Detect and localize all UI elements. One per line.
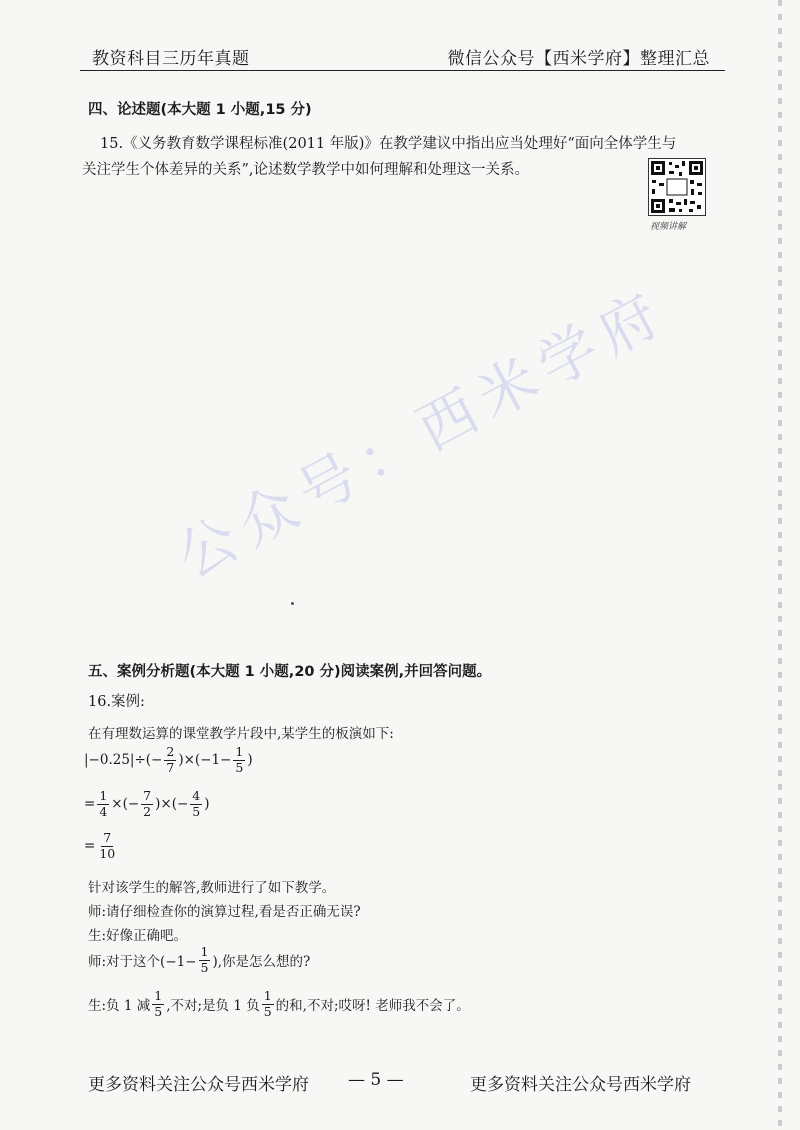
- denominator: 5: [192, 803, 201, 819]
- denominator: 5: [263, 1003, 272, 1019]
- denominator: 2: [143, 803, 152, 819]
- dialog-student-1: 生:好像正确吧。: [88, 928, 188, 944]
- denominator: 4: [99, 803, 108, 819]
- numerator: 7: [143, 788, 152, 803]
- line2-fraction-2: [141, 790, 153, 818]
- line1-part-b: )×(−1−: [178, 752, 232, 768]
- header-left-title: 教资科目三历年真题: [92, 49, 250, 69]
- numerator: 1: [200, 944, 209, 959]
- denominator: 10: [99, 845, 116, 861]
- footer-right: 更多资料关注公众号西米学府: [470, 1075, 691, 1095]
- line2-equals: =: [84, 796, 96, 812]
- footer-left: 更多资料关注公众号西米学府: [88, 1075, 309, 1095]
- denominator: 5: [200, 959, 209, 975]
- q15-line2: 关注学生个体差异的关系”,论述数学教学中如何理解和处理这一关系。: [82, 162, 530, 178]
- header-rule: [80, 70, 725, 71]
- numerator: 1: [263, 988, 272, 1003]
- board-work-line3: [84, 832, 119, 860]
- line1-fraction-2: [233, 746, 245, 774]
- dialog4-part-c: 的和,不对;哎呀! 老师我不会了。: [275, 998, 470, 1014]
- line1-fraction-1: [164, 746, 176, 774]
- qr-video-label: 视频讲解: [650, 222, 687, 232]
- section5-title: 五、案例分析题(本大题 1 小题,20 分)阅读案例,并回答问题。: [88, 664, 492, 680]
- scan-speck: [291, 602, 294, 605]
- dialog4-part-b: ,不对;是负 1 负: [166, 998, 260, 1014]
- line2-part-b: ×(−: [111, 796, 140, 812]
- line2-part-c: )×(−: [155, 796, 189, 812]
- dialog-student-2: [88, 990, 470, 1018]
- numerator: 2: [166, 744, 175, 759]
- line1-part-a: |−0.25|÷(−: [84, 752, 163, 768]
- dialog-teacher-1: 师:请仔细检查你的演算过程,看是否正确无误?: [88, 904, 361, 920]
- dialog-teacher-2: [88, 946, 310, 974]
- numerator: 1: [154, 988, 163, 1003]
- line3-fraction: [97, 832, 117, 860]
- denominator: 5: [235, 759, 244, 775]
- numerator: 7: [103, 830, 112, 845]
- line2-part-e: ): [204, 796, 210, 812]
- denominator: 7: [166, 759, 175, 775]
- dialog3-part-a: 师:对于这个(−1−: [88, 954, 197, 970]
- dialog3-fraction: [199, 946, 211, 974]
- footer-page-number: — 5 —: [348, 1070, 404, 1090]
- line3-equals: =: [84, 838, 96, 854]
- board-work-line1: [84, 746, 253, 774]
- scan-edge-border: [778, 0, 782, 1130]
- denominator: 5: [154, 1003, 163, 1019]
- dialog4-part-a: 生:负 1 减: [88, 998, 151, 1014]
- line2-fraction-1: [97, 790, 109, 818]
- watermark-text: 公众号：西米学府: [166, 276, 679, 592]
- q16-heading: 16.案例:: [88, 694, 145, 710]
- teacher-intro: 针对该学生的解答,教师进行了如下教学。: [88, 880, 336, 896]
- dialog4-fraction-2: [262, 990, 274, 1018]
- section4-title: 四、论述题(本大题 1 小题,15 分): [88, 102, 312, 118]
- line1-part-c: ): [247, 752, 253, 768]
- numerator: 4: [192, 788, 201, 803]
- qr-code-image[interactable]: [648, 158, 706, 216]
- dialog3-part-b: ),你是怎么想的?: [212, 954, 311, 970]
- case-intro: 在有理数运算的课堂教学片段中,某学生的板演如下:: [88, 726, 394, 742]
- q15-line1: 15.《义务教育数学课程标准(2011 年版)》在教学建议中指出应当处理好“面向全体学生与: [100, 136, 677, 152]
- numerator: 1: [235, 744, 244, 759]
- board-work-line2: [84, 790, 210, 818]
- header-right-title: 微信公众号【西米学府】整理汇总: [447, 49, 710, 69]
- dialog4-fraction-1: [152, 990, 164, 1018]
- numerator: 1: [99, 788, 108, 803]
- line2-fraction-3: [190, 790, 202, 818]
